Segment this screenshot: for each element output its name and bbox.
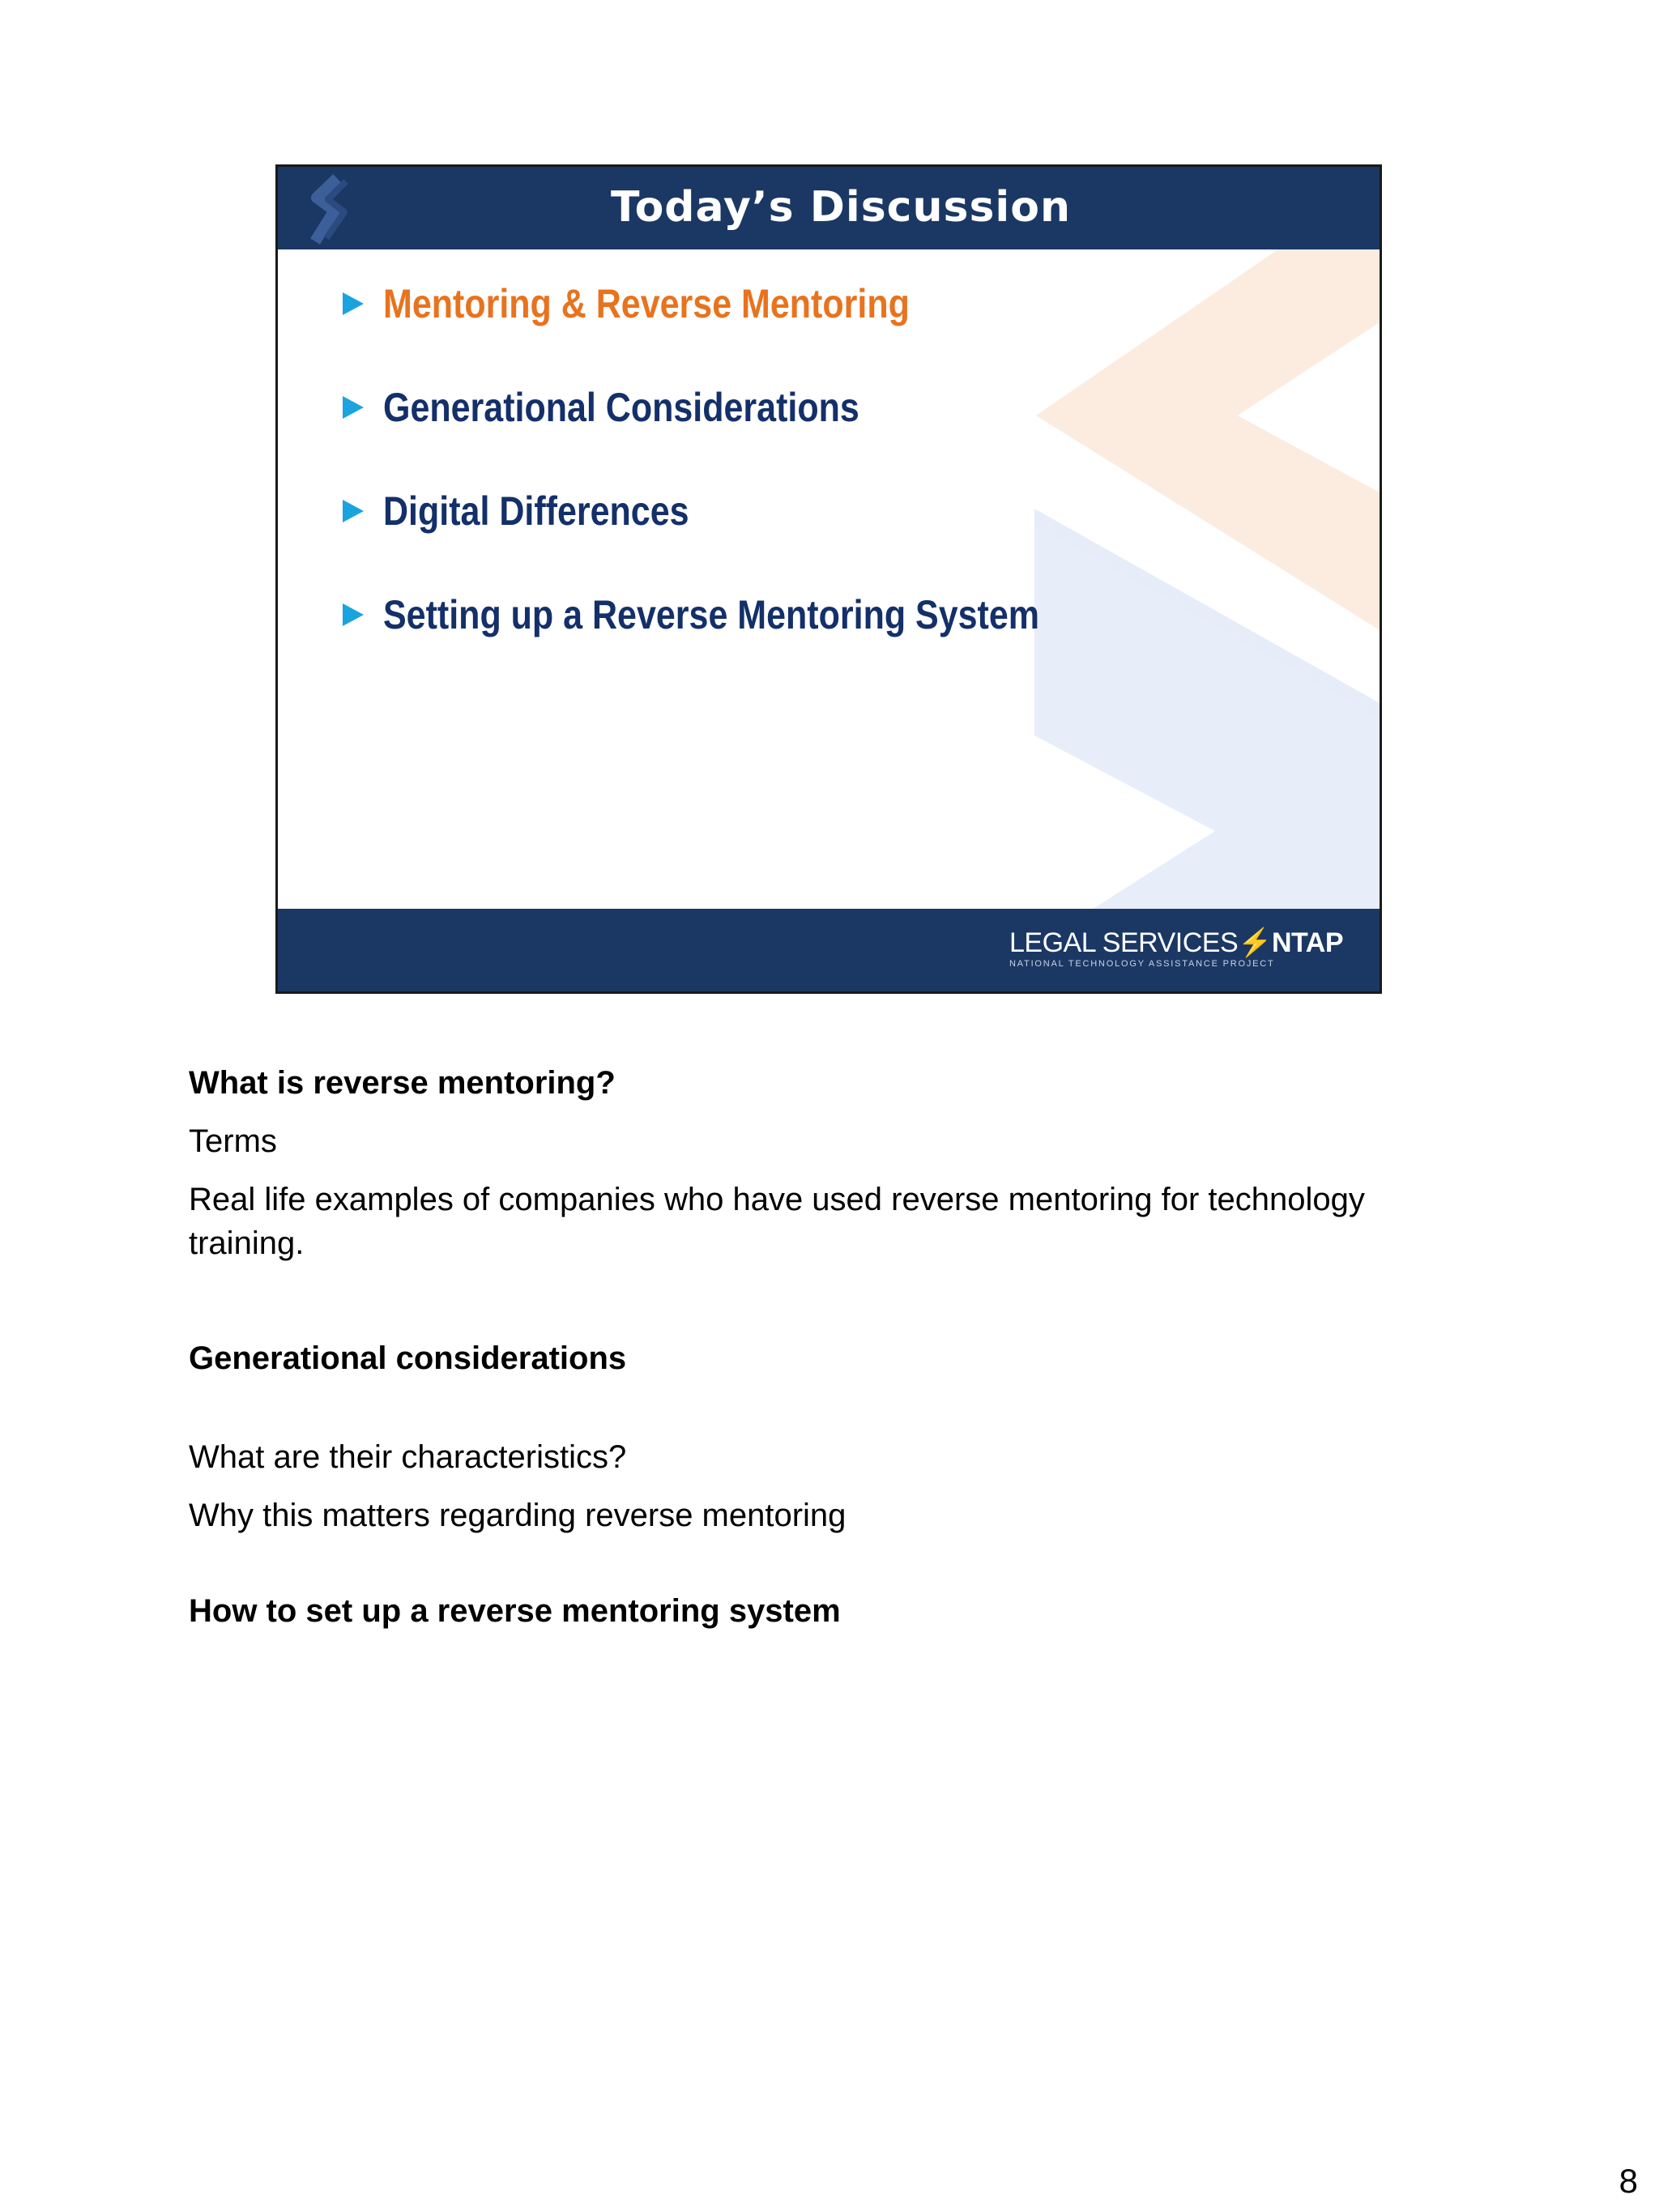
notes-line: What are their characteristics? [189,1439,627,1475]
slide-bullet-item [343,591,1146,695]
bullet-arrow-icon [343,500,364,522]
slide-bullet-list [343,280,1146,695]
slide-header [278,167,1380,249]
notes-line: Real life examples of companies who have used reverse mentoring for technology training. [189,1182,1365,1261]
speaker-notes [189,1061,1452,1633]
slide-bullet-text: Digital Differences [383,488,689,534]
page-number: 8 [1618,2162,1638,2200]
notes-line: Terms [189,1123,277,1159]
notes-line: Why this matters regarding reverse mentoring [189,1498,847,1533]
logo-main-text: LEGAL SERVICES [1009,927,1239,958]
bullet-arrow-icon [343,292,364,315]
slide-bullet-text: Setting up a Reverse Mentoring System [383,592,1040,637]
slide-bullet-text: Mentoring & Reverse Mentoring [383,281,910,326]
slide-bullet-item [343,280,1146,384]
logo-subtitle: NATIONAL TECHNOLOGY ASSISTANCE PROJECT [1009,959,1275,969]
notes-heading: Generational considerations [189,1340,627,1376]
slide-bullet-item [343,384,1146,488]
notes-heading: How to set up a reverse mentoring system [189,1593,841,1629]
logo-wordmark [1009,928,1343,957]
lightning-bolt-icon: ⚡ [1238,927,1272,958]
slide-title: Today’s Discussion [611,183,1071,232]
bullet-arrow-icon [343,603,364,626]
bullet-arrow-icon [343,396,364,419]
slide-bullet-text: Generational Considerations [383,385,859,430]
logo-brand-text: NTAP [1271,927,1343,958]
notes-heading: What is reverse mentoring? [189,1065,616,1101]
slide-thumbnail [275,164,1382,994]
legal-services-ntap-logo [1009,928,1343,969]
slide-bullet-item [343,488,1146,591]
slide-footer [278,909,1380,991]
